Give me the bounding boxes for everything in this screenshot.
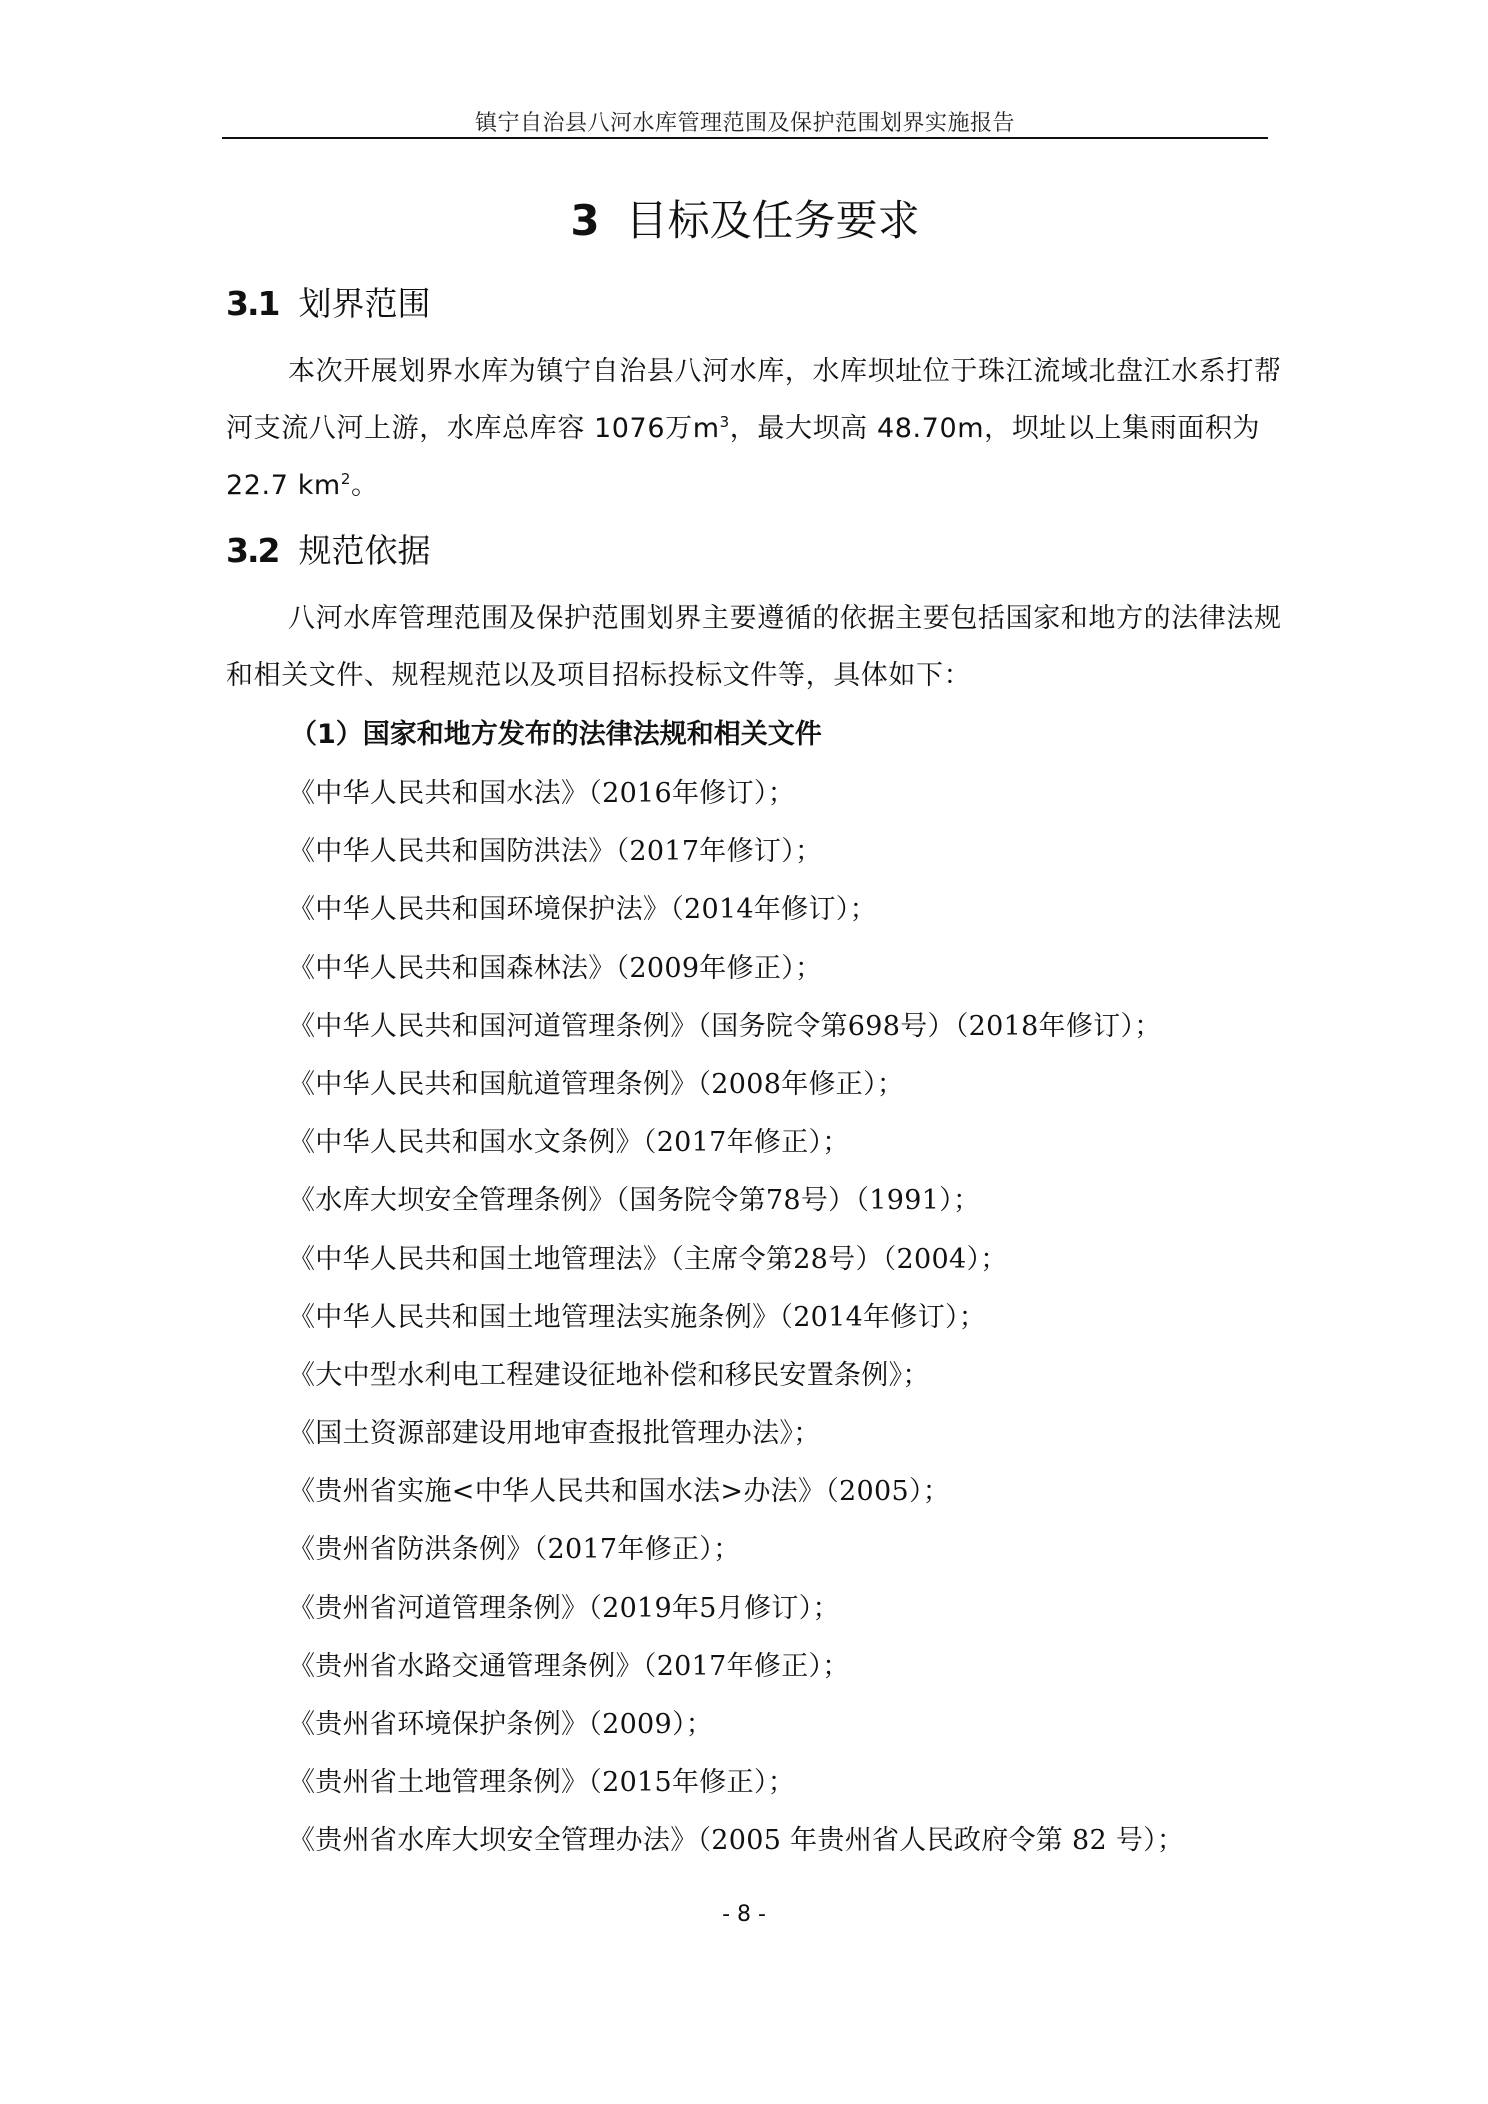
- section-3-1-paragraph: [226, 343, 1306, 514]
- list-item: 《中华人民共和国水法》（2016年修订）；: [288, 778, 796, 809]
- section-title: 规范依据: [298, 531, 431, 570]
- list-item: 《大中型水利电工程建设征地补偿和移民安置条例》；: [288, 1359, 930, 1391]
- list-item: 《中华人民共和国航道管理条例》（2008年修正）；: [288, 1068, 905, 1100]
- list-item: 《贵州省水路交通管理条例》（2017年修正）；: [288, 1650, 850, 1682]
- list-item: 《贵州省土地管理条例》（2015年修正）；: [288, 1767, 796, 1799]
- list-item: 《国土资源部建设用地审查报批管理办法》；: [288, 1418, 821, 1450]
- paragraph-text: ，最大坝高 48.70m，坝址以上集雨面积为 22.7 km: [226, 413, 1261, 501]
- paragraph-text: 本次开展划界水库为镇宁自治县八河水库，水库坝址位于珠江流域北盘江水系打帮河支流八河上游，水库总库容 1076万m: [226, 356, 1282, 444]
- superscript: 2: [340, 470, 351, 488]
- running-header: 镇宁自治县八河水库管理范围及保护范围划界实施报告: [474, 111, 1015, 136]
- section-3-2-paragraph: 八河水库管理范围及保护范围划界主要遵循的依据主要包括国家和地方的法律法规和相关文件、规程规范以及项目招标投标文件等，具体如下：: [226, 603, 1282, 691]
- list-item: 《贵州省环境保护条例》（2009）；: [288, 1709, 714, 1740]
- list-item: 《中华人民共和国水文条例》（2017年修正）；: [288, 1127, 850, 1159]
- section-heading-3-2: [226, 525, 430, 572]
- list-item: 《中华人民共和国土地管理法》（主席令第28号）（2004）；: [288, 1243, 1008, 1275]
- list-item: 《中华人民共和国防洪法》（2017年修订）；: [288, 836, 823, 868]
- chapter-title-text: 目标及任务要求: [625, 196, 920, 245]
- subheading-laws: （1）国家和地方发布的法律法规和相关文件: [290, 719, 822, 750]
- section-title: 划界范围: [298, 284, 431, 323]
- chapter-title: [222, 188, 1268, 248]
- list-item: 《贵州省防洪条例》（2017年修正）；: [288, 1534, 741, 1566]
- list-item: 《贵州省实施<中华人民共和国水法>办法》（2005）；: [288, 1476, 951, 1508]
- header-rule: [222, 137, 1268, 139]
- list-item: 《贵州省水库大坝安全管理办法》（2005 年贵州省人民政府令第 82 号）；: [288, 1825, 1185, 1857]
- paragraph-text: 。: [351, 470, 379, 501]
- list-item: 《中华人民共和国森林法》（2009年修正）；: [288, 952, 823, 984]
- chapter-number: 3: [570, 196, 600, 245]
- reference-list: [288, 765, 1184, 1871]
- superscript: 3: [719, 413, 730, 431]
- list-item: 《中华人民共和国环境保护法》（2014年修订）；: [288, 894, 877, 926]
- list-item: 《贵州省河道管理条例》（2019年5月修订）；: [288, 1592, 840, 1624]
- list-item: 《中华人民共和国河道管理条例》（国务院令第698号）（2018年修订）；: [288, 1010, 1162, 1042]
- section-number: 3.1: [226, 284, 279, 323]
- list-item: 《水库大坝安全管理条例》（国务院令第78号）（1991）；: [288, 1185, 981, 1217]
- section-number: 3.2: [226, 531, 279, 570]
- section-heading-3-1: [226, 278, 430, 325]
- list-item: 《中华人民共和国土地管理法实施条例》（2014年修订）；: [288, 1301, 987, 1333]
- page-number: - 8 -: [722, 1902, 766, 1927]
